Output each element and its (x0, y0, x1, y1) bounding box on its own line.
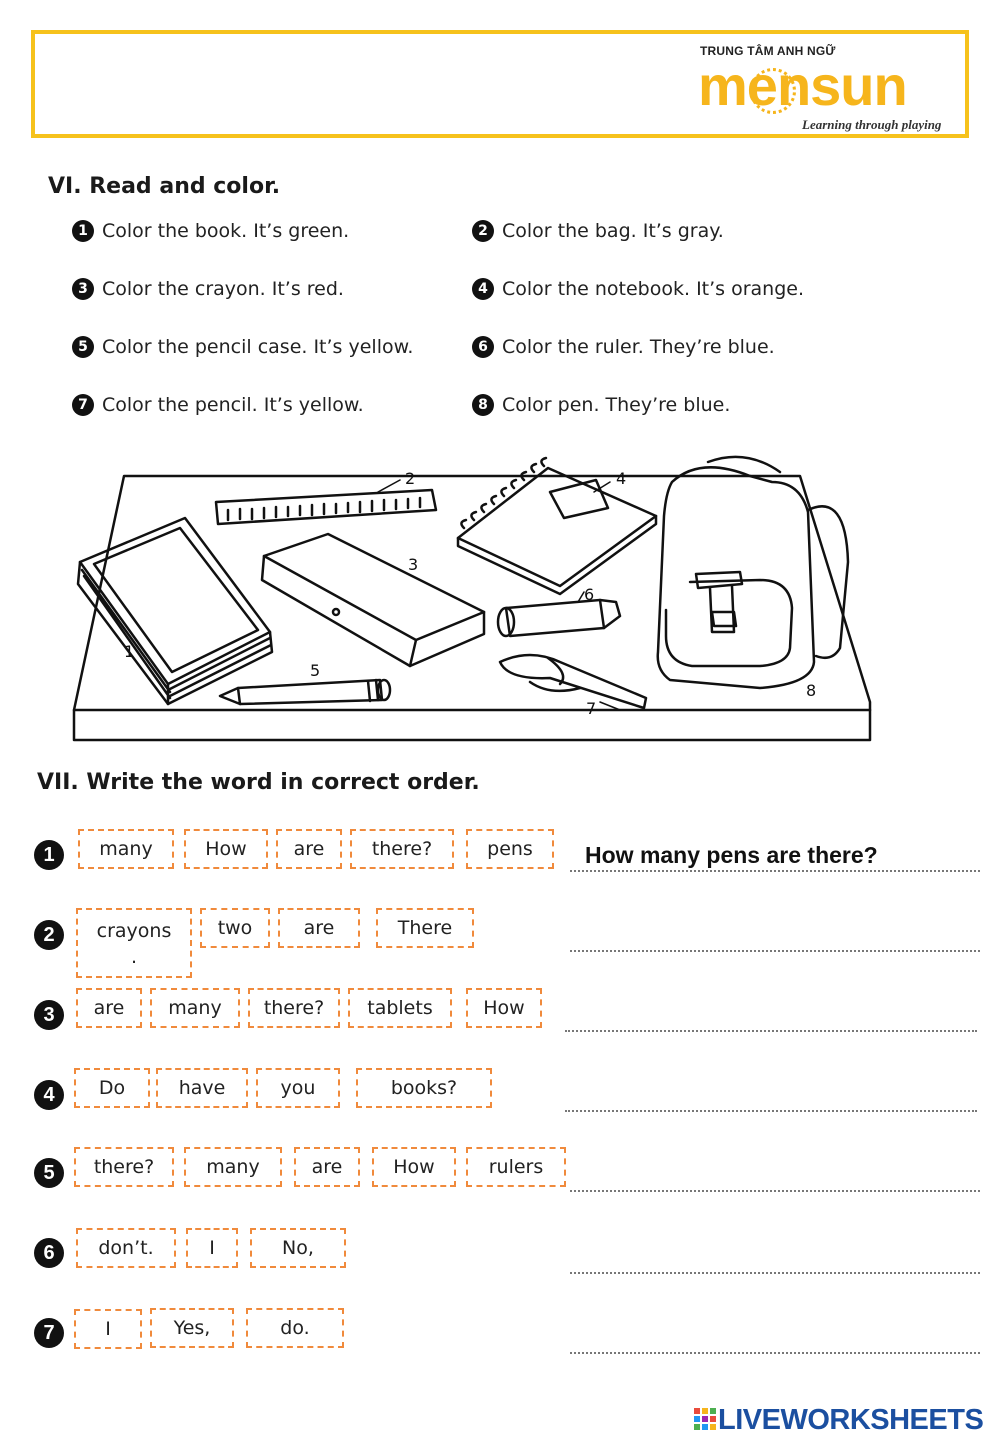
word-tile[interactable]: are (294, 1147, 360, 1187)
word-tile[interactable]: How (466, 988, 542, 1028)
section-6-title: VI. Read and color. (48, 174, 281, 199)
school-supplies-illustration[interactable] (60, 452, 872, 748)
number-5-icon: 5 (72, 336, 94, 358)
question-4-number: 4 (34, 1080, 64, 1110)
backpack-drawing (658, 457, 848, 688)
number-7-icon: 7 (72, 394, 94, 416)
instruction-3: 3 Color the crayon. It’s red. (72, 278, 344, 300)
word-tile[interactable]: Yes, (150, 1308, 234, 1348)
label-1: 1 (124, 642, 135, 661)
pencil-drawing (220, 680, 390, 704)
question-5-number: 5 (34, 1158, 64, 1188)
word-tile[interactable]: crayons . (76, 908, 192, 978)
pencil-case-drawing (262, 534, 484, 666)
answer-4-input[interactable] (565, 1110, 977, 1112)
pen-drawing (500, 655, 646, 708)
brand-logo (698, 40, 952, 136)
word-tile[interactable]: pens (466, 829, 554, 869)
instruction-1: 1 Color the book. It’s green. (72, 220, 349, 242)
number-1-icon: 1 (72, 220, 94, 242)
question-2-number: 2 (34, 920, 64, 950)
word-tile[interactable]: many (78, 829, 174, 869)
number-2-icon: 2 (472, 220, 494, 242)
word-tile[interactable]: are (76, 988, 142, 1028)
word-tile[interactable]: there? (74, 1147, 174, 1187)
answer-7-input[interactable] (570, 1352, 980, 1354)
word-tile[interactable]: How (372, 1147, 456, 1187)
question-1-number: 1 (34, 840, 64, 870)
brand-top-text: TRUNG TÂM ANH NGỮ (700, 44, 836, 58)
word-tile[interactable]: books? (356, 1068, 492, 1108)
word-tile[interactable]: I (74, 1309, 142, 1349)
brand-name: mensun (698, 54, 907, 117)
label-6: 6 (584, 585, 595, 604)
instruction-2: 2 Color the bag. It’s gray. (472, 220, 724, 242)
instruction-5: 5 Color the pencil case. It’s yellow. (72, 336, 413, 358)
number-8-icon: 8 (472, 394, 494, 416)
instruction-8: 8 Color pen. They’re blue. (472, 394, 730, 416)
word-tile[interactable]: are (278, 908, 360, 948)
label-5: 5 (310, 661, 321, 680)
answer-1-text: How many pens are there? (585, 842, 878, 868)
book-drawing (78, 518, 272, 704)
word-tile[interactable]: many (150, 988, 240, 1028)
answer-2-input[interactable] (570, 950, 980, 952)
word-tile[interactable]: don’t. (76, 1228, 176, 1268)
word-tile[interactable]: Do (74, 1068, 150, 1108)
brand-tagline: Learning through playing (802, 117, 942, 132)
word-tile[interactable]: are (276, 829, 342, 869)
answer-5-input[interactable] (570, 1190, 980, 1192)
answer-6-input[interactable] (570, 1272, 980, 1274)
question-7-number: 7 (34, 1318, 64, 1348)
answer-3-input[interactable] (565, 1030, 977, 1032)
instruction-4: 4 Color the notebook. It’s orange. (472, 278, 804, 300)
word-tile[interactable]: rulers (466, 1147, 566, 1187)
word-tile[interactable]: have (156, 1068, 248, 1108)
word-tile[interactable]: there? (248, 988, 340, 1028)
question-6-number: 6 (34, 1238, 64, 1268)
word-tile[interactable]: I (186, 1228, 238, 1268)
crayon-drawing (498, 600, 620, 636)
word-tile[interactable]: there? (350, 829, 454, 869)
section-7-title: VII. Write the word in correct order. (37, 770, 480, 795)
number-4-icon: 4 (472, 278, 494, 300)
brand-text: LIVEWORKSHEETS (718, 1404, 984, 1436)
instruction-6: 6 Color the ruler. They’re blue. (472, 336, 775, 358)
word-tile[interactable]: do. (246, 1308, 344, 1348)
word-tile[interactable]: No, (250, 1228, 346, 1268)
label-4: 4 (616, 469, 627, 488)
notebook-drawing (458, 458, 656, 594)
answer-1-input[interactable] (570, 870, 980, 872)
word-tile[interactable]: you (256, 1068, 340, 1108)
liveworksheets-logo[interactable] (694, 1404, 994, 1436)
word-tile[interactable]: How (184, 829, 268, 869)
instruction-7: 7 Color the pencil. It’s yellow. (72, 394, 364, 416)
question-3-number: 3 (34, 1000, 64, 1030)
word-tile[interactable]: There (376, 908, 474, 948)
word-tile[interactable]: many (184, 1147, 282, 1187)
grid-logo-icon (694, 1408, 716, 1430)
word-tile[interactable]: tablets (348, 988, 452, 1028)
label-8: 8 (806, 681, 817, 700)
label-2: 2 (405, 469, 416, 488)
label-3: 3 (408, 555, 419, 574)
number-6-icon: 6 (472, 336, 494, 358)
ruler-drawing (216, 490, 436, 524)
word-tile[interactable]: two (200, 908, 270, 948)
label-7: 7 (586, 699, 597, 718)
number-3-icon: 3 (72, 278, 94, 300)
